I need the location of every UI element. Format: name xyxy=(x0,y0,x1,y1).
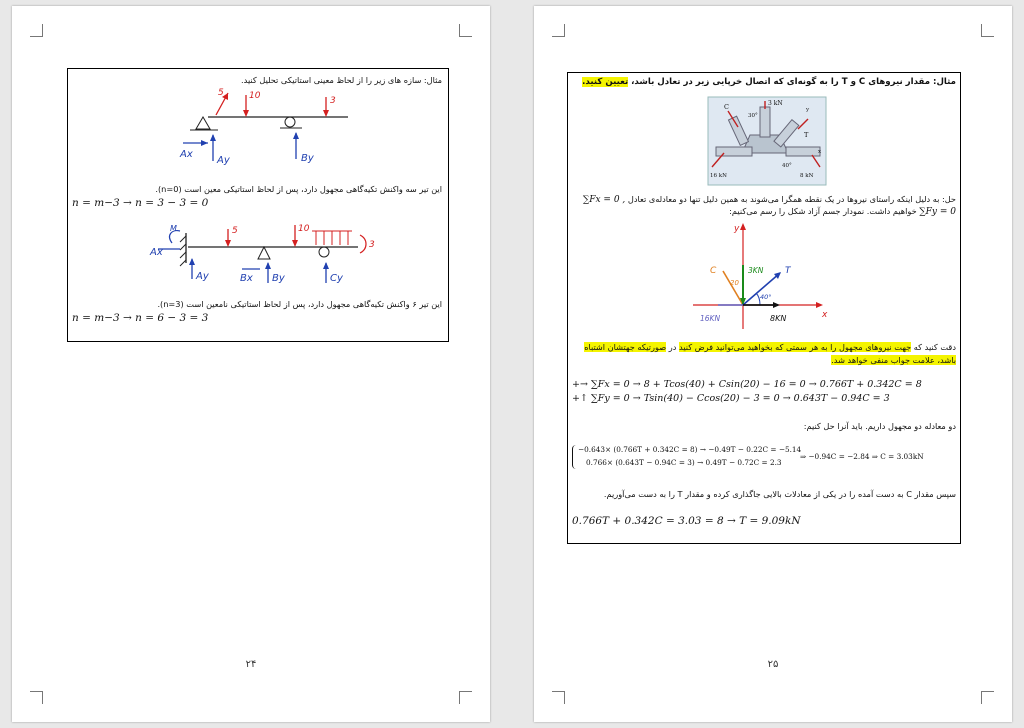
beam2-load-label: 5 xyxy=(232,226,238,236)
substitution-text: سپس مقدار C به دست آمده را در یکی از معادلات بالایی جاگذاری کرده و مقدار T را به دست می‌آوریم. xyxy=(603,489,956,499)
example-title: مثال: سازه های زیر را از لحاظ معینی استاتیکی تحلیل کنید. xyxy=(241,75,442,85)
note-highlight: صورتیکه جهتشان اشتباه باشد، علامت جواب منفی خواهد شد. xyxy=(584,342,956,365)
truss-figure xyxy=(708,97,826,185)
system-equation-2: 0.766× (0.643T − 0.94C = 3) → 0.49T − 0.72C = 2.3 xyxy=(586,458,782,467)
solution-line: خواهیم داشت. نمودار جسم آزاد شکل را رسم می‌کنیم: xyxy=(729,206,917,217)
beam1-reaction-label: Ax xyxy=(180,149,193,160)
beam2-diagram xyxy=(68,221,448,301)
fbd-label: 8KN xyxy=(770,314,787,323)
figure-label: 40° xyxy=(782,163,792,169)
figure-label: T xyxy=(804,131,809,139)
beam1-diagram xyxy=(68,83,448,173)
truss-member xyxy=(760,107,770,137)
beam2-reaction-label: Ay xyxy=(196,271,209,282)
figure-label: 30° xyxy=(748,113,758,119)
beam2-reaction-label: By xyxy=(272,273,285,284)
page-corner-mark xyxy=(981,691,994,704)
equation-sum-fx: +→ ∑Fx = 0 → 8 + Tcos(40) + Csin(20) − 16 = 0 → 0.766T + 0.342C = 8 xyxy=(572,379,922,390)
beam2-reaction-label: Ax xyxy=(150,247,163,258)
page-corner-mark xyxy=(552,24,565,37)
figure-label: 16 kN xyxy=(710,173,727,179)
example-box xyxy=(67,68,449,342)
free-body-diagram xyxy=(688,221,838,336)
truss-member xyxy=(716,147,752,156)
fbd-label: x xyxy=(822,310,828,320)
beam2-pin-support xyxy=(258,247,270,259)
beam1-reaction-label: Ay xyxy=(217,155,230,166)
beam2-roller-support xyxy=(319,247,329,257)
note-mid: در xyxy=(668,342,677,352)
note-paragraph xyxy=(572,341,956,366)
page-corner-mark xyxy=(459,691,472,704)
figure-label: y xyxy=(806,107,810,113)
beam1-roller-support xyxy=(285,117,295,127)
note-prefix: دقت کنید که xyxy=(913,342,956,352)
beam1-equation: n = m−3 → n = 3 − 3 = 0 xyxy=(72,197,209,209)
system-result: ⇒ −0.94C = −2.84 ⇒ C = 3.03kN xyxy=(800,452,924,461)
beam1-pin-support xyxy=(196,117,210,129)
fbd-label: 40° xyxy=(760,293,772,301)
example-box xyxy=(567,72,961,544)
figure-label: 8 kN xyxy=(800,173,814,179)
fbd-label: C xyxy=(710,266,717,276)
title-main: مثال: مقدار نیروهای C و T را به گونه‌ای که اتصال خرپایی زیر در تعادل باشد، xyxy=(631,77,956,87)
force-c xyxy=(723,271,743,305)
fbd-label: 3KN xyxy=(748,266,764,275)
beam1-text: این تیر سه واکنش تکیه‌گاهی مجهول دارد، پس از لحاظ استاتیکی معین است (n=0). xyxy=(155,184,442,194)
beam2-reaction-label: Bx xyxy=(240,273,253,284)
page-corner-mark xyxy=(459,24,472,37)
page-corner-mark xyxy=(30,24,43,37)
beam2-load-label: 3 xyxy=(369,240,375,250)
fbd-label: 16KN xyxy=(700,314,721,323)
page-corner-mark xyxy=(30,691,43,704)
note-highlight: جهت نیروهای مجهول را به هر سمتی که بخواهید می‌توانید فرض کنید xyxy=(679,342,912,352)
solution-eq-inline: ∑Fx = 0 , ∑Fy = 0 xyxy=(582,195,956,218)
figure-label: x xyxy=(818,149,822,155)
page-corner-mark xyxy=(552,691,565,704)
beam1-load-label: 10 xyxy=(249,91,261,101)
fbd-label: y xyxy=(734,224,740,234)
example-title xyxy=(572,77,956,89)
beam1-load-label: 5 xyxy=(218,88,224,98)
truss-member xyxy=(786,147,820,156)
fbd-label: 20 xyxy=(730,279,739,287)
figure-label: 3 kN xyxy=(768,100,783,107)
solution-line: حل: به دلیل اینکه راستای نیروها در یک نقطه همگرا می‌شوند به همین دلیل تنها دو معادله‌ی تعادل xyxy=(627,194,956,204)
beam2-text: این تیر ۶ واکنش تکیه‌گاهی مجهول دارد، پس از لحاظ استاتیکی نامعین است (n=3). xyxy=(157,299,442,309)
beam1-load-label: 3 xyxy=(330,96,336,106)
fbd-label: T xyxy=(785,266,791,276)
equation-sum-fy: +↑ ∑Fy = 0 → Tsin(40) − Ccos(20) − 3 = 0 → 0.643T − 0.94C = 3 xyxy=(572,393,890,404)
beam2-moment-label: M xyxy=(170,224,177,233)
beam2-equation: n = m−3 → n = 6 − 3 = 3 xyxy=(72,312,209,324)
page-number: ۲۴ xyxy=(245,659,257,670)
system-equation-1: −0.643× (0.766T + 0.342C = 8) → −0.49T − 0.22C = −5.14 xyxy=(578,445,802,454)
page-number: ۲۵ xyxy=(767,659,779,670)
final-equation: 0.766T + 0.342C = 3.03 = 8 → T = 9.09kN xyxy=(572,515,801,527)
two-unknowns-text: دو معادله دو مجهول داریم. باید آنرا حل کنیم: xyxy=(803,421,956,431)
figure-label: C xyxy=(724,103,729,111)
title-highlight: تعیین کنید. xyxy=(582,77,629,87)
beam2-load-label: 10 xyxy=(298,224,310,234)
page-corner-mark xyxy=(981,24,994,37)
beam1-reaction-label: By xyxy=(301,153,314,164)
document-page-24 xyxy=(12,6,490,722)
document-page-25 xyxy=(534,6,1012,722)
beam2-reaction-label: Cy xyxy=(330,273,343,284)
solution-text xyxy=(572,194,956,218)
